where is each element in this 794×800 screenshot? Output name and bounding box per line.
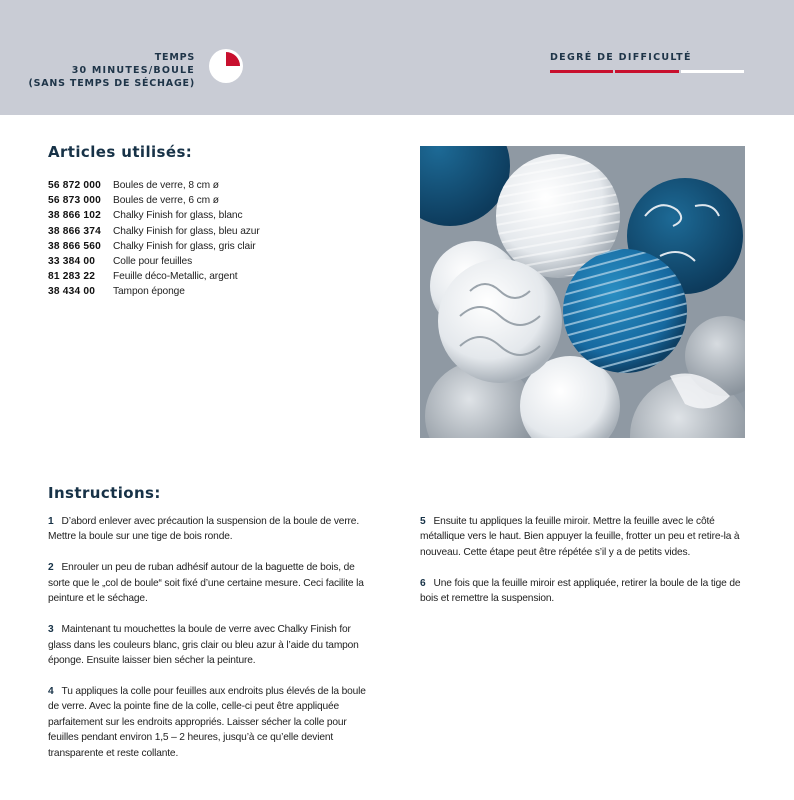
article-name: Boules de verre, 8 cm ø <box>113 180 219 192</box>
step-text: Une fois que la feuille miroir est appliquée, retirer la boule de la tige de bois et remettre la suspension. <box>420 577 741 605</box>
glass-ornaments-image <box>420 146 745 438</box>
time-note: (SANS TEMPS DE SÉCHAGE) <box>28 78 195 89</box>
clock-icon <box>209 49 243 83</box>
instruction-step <box>420 576 745 607</box>
instruction-step <box>48 514 368 545</box>
article-row <box>48 269 378 284</box>
step-text: Enrouler un peu de ruban adhésif autour de la baguette de bois, de sorte que le „col de boule“ soit fixé d’une certaine mesure. Ceci facilite la peinture et le séchage. <box>48 562 364 605</box>
step-text: D’abord enlever avec précaution la suspension de la boule de verre. Mettre la boule sur une tige de bois ronde. <box>48 516 359 543</box>
instructions-column-left <box>48 514 368 777</box>
article-row <box>48 193 378 208</box>
step-text: Tu appliques la colle pour feuilles aux endroits plus élevés de la boule de verre. Avec la pointe fine de la colle, celle-ci peut être appliquée parfaitement sur les endroits appropriés. Laisser sécher la colle pour feuilles pendant environ 1,5 – 2 heures, jusqu’à ce qu’elle devient transparente et reste collante. <box>48 686 366 759</box>
article-number: 56 872 000 <box>48 180 101 192</box>
difficulty-label: DEGRÉ DE DIFFICULTÉ <box>550 52 692 63</box>
time-info <box>29 51 196 90</box>
article-row <box>48 224 378 239</box>
difficulty-block <box>550 52 744 73</box>
article-number: 38 434 00 <box>48 286 96 298</box>
article-number: 38 866 374 <box>48 225 101 237</box>
article-name: Chalky Finish for glass, bleu azur <box>113 225 260 237</box>
article-number: 38 866 102 <box>48 210 101 222</box>
article-number: 81 283 22 <box>48 271 96 283</box>
articles-heading: Articles utilisés: <box>48 143 193 161</box>
article-row <box>48 284 378 299</box>
article-number: 56 873 000 <box>48 195 101 207</box>
header-band <box>0 0 794 115</box>
step-number: 5 <box>420 516 426 527</box>
step-number: 4 <box>48 686 54 698</box>
article-row <box>48 178 378 193</box>
difficulty-meter <box>550 70 744 73</box>
product-photo <box>420 146 745 438</box>
article-name: Tampon éponge <box>113 286 185 298</box>
difficulty-segment <box>681 70 744 73</box>
article-row <box>48 254 378 269</box>
articles-list <box>48 178 378 300</box>
article-name: Chalky Finish for glass, blanc <box>113 210 243 222</box>
article-row <box>48 208 378 223</box>
step-text: Ensuite tu appliques la feuille miroir. Mettre la feuille avec le côté métallique vers le haut. Bien appuyer la feuille, frotter un peu et retire-la à nouveau. Cette étape peut être répétée s’il y a de petits vides. <box>420 516 740 558</box>
difficulty-segment <box>550 70 613 73</box>
step-text: Maintenant tu mouchettes la boule de verre avec Chalky Finish for glass dans les couleurs blanc, gris clair ou bleu azur à l’aide du tampon éponge. Ensuite laisser bien sécher la peinture. <box>48 624 359 667</box>
article-name: Colle pour feuilles <box>113 256 193 268</box>
article-name: Feuille déco-Metallic, argent <box>113 271 238 283</box>
instruction-step <box>420 514 745 560</box>
article-number: 33 384 00 <box>48 256 96 268</box>
step-number: 1 <box>48 516 54 527</box>
instruction-step <box>48 560 368 606</box>
difficulty-segment <box>615 70 678 73</box>
instruction-step <box>48 684 368 761</box>
step-number: 6 <box>420 577 426 589</box>
time-label: TEMPS <box>154 52 195 63</box>
instruction-step <box>48 622 368 668</box>
instructions-column-right <box>420 514 745 622</box>
article-number: 38 866 560 <box>48 240 101 252</box>
article-name: Chalky Finish for glass, gris clair <box>113 240 256 252</box>
article-name: Boules de verre, 6 cm ø <box>113 195 219 207</box>
article-row <box>48 239 378 254</box>
instructions-heading: Instructions: <box>48 484 161 502</box>
step-number: 3 <box>48 624 54 636</box>
time-value: 30 MINUTES/BOULE <box>71 65 195 76</box>
step-number: 2 <box>48 562 54 574</box>
